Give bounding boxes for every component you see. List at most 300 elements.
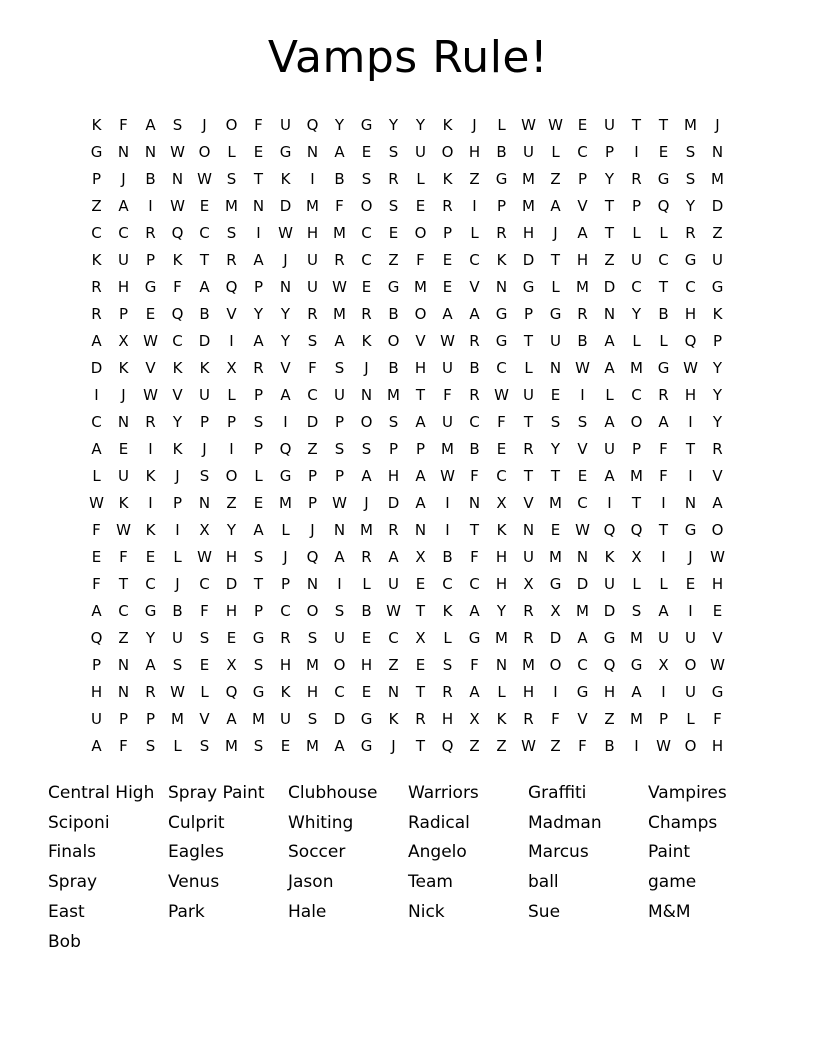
grid-letter: W	[143, 385, 158, 404]
grid-letter: Z	[469, 736, 480, 755]
grid-letter: R	[307, 304, 318, 323]
word-item: Clubhouse	[288, 783, 378, 803]
grid-letter: L	[227, 385, 236, 404]
word-list-column	[528, 779, 648, 957]
grid-letter: P	[334, 466, 345, 485]
grid-letter: L	[227, 142, 236, 161]
grid-letter: J	[688, 547, 693, 566]
grid-letter: R	[145, 412, 156, 431]
grid-letter: S	[226, 223, 237, 242]
grid-letter: R	[145, 223, 156, 242]
grid-letter: V	[712, 628, 723, 647]
grid-letter: C	[199, 223, 210, 242]
word-list-column	[48, 779, 168, 957]
grid-letter: T	[685, 439, 696, 458]
grid-letter: G	[576, 682, 589, 701]
grid-letter: P	[712, 331, 723, 350]
grid-letter: D	[279, 196, 292, 215]
grid-letter: U	[415, 142, 426, 161]
grid-letter: I	[148, 493, 153, 512]
grid-letter: A	[91, 331, 102, 350]
grid-letter: Z	[604, 709, 615, 728]
grid-letter: D	[603, 277, 616, 296]
grid-letter: M	[387, 385, 400, 404]
grid-letter: B	[604, 736, 615, 755]
grid-letter: L	[659, 223, 668, 242]
grid-letter: A	[361, 466, 372, 485]
grid-letter: P	[307, 466, 318, 485]
word-item: Paint	[648, 842, 691, 863]
grid-letter: Q	[225, 277, 238, 296]
grid-letter: L	[551, 142, 560, 161]
grid-letter: S	[685, 142, 696, 161]
grid-letter: T	[604, 223, 615, 242]
grid-letter: K	[712, 304, 723, 323]
grid-letter: I	[580, 385, 585, 404]
grid-letter: S	[199, 466, 210, 485]
grid-letter: F	[335, 196, 344, 215]
grid-letter: X	[226, 358, 237, 377]
grid-letter: M	[495, 628, 508, 647]
grid-letter: I	[634, 142, 639, 161]
word-item: Radical	[408, 812, 470, 833]
grid-letter: L	[659, 574, 668, 593]
grid-letter: J	[283, 547, 288, 566]
grid-letter: V	[145, 358, 156, 377]
grid-letter: M	[333, 223, 346, 242]
grid-letter: W	[440, 466, 455, 485]
grid-letter: T	[469, 520, 480, 539]
grid-letter: R	[496, 223, 507, 242]
grid-letter: C	[388, 628, 399, 647]
grid-letter: X	[415, 628, 426, 647]
grid-letter: A	[469, 682, 480, 701]
grid-letter: D	[306, 412, 319, 431]
grid-letter: H	[225, 547, 238, 566]
grid-letter: G	[90, 142, 103, 161]
grid-letter: K	[145, 520, 156, 539]
grid-letter: C	[496, 466, 507, 485]
grid-letter: S	[334, 358, 345, 377]
grid-letter: B	[172, 601, 183, 620]
grid-letter: G	[657, 169, 670, 188]
word-list-column	[168, 779, 288, 957]
word-item: Warriors	[408, 783, 479, 803]
grid-letter: M	[576, 277, 589, 296]
grid-letter: A	[253, 520, 264, 539]
grid-letter: U	[631, 250, 642, 269]
grid-letter: G	[711, 277, 724, 296]
grid-letter: F	[119, 115, 128, 134]
grid-letter: N	[198, 493, 211, 512]
grid-letter: R	[469, 385, 480, 404]
grid-letter: B	[658, 304, 669, 323]
grid-letter: I	[148, 439, 153, 458]
grid-letter: D	[711, 196, 724, 215]
grid-letter: A	[604, 358, 615, 377]
grid-letter: A	[226, 709, 237, 728]
grid-letter: R	[388, 520, 399, 539]
grid-letter: L	[551, 277, 560, 296]
grid-row	[83, 597, 731, 624]
grid-letter: L	[92, 466, 101, 485]
grid-letter: U	[334, 628, 345, 647]
grid-letter: O	[549, 655, 562, 674]
grid-letter: E	[712, 601, 723, 620]
grid-letter: U	[442, 358, 453, 377]
grid-letter: H	[225, 601, 238, 620]
grid-letter: P	[307, 493, 318, 512]
grid-letter: H	[684, 304, 697, 323]
grid-letter: I	[661, 493, 666, 512]
grid-letter: F	[173, 277, 182, 296]
word-item: M&M	[648, 901, 691, 922]
grid-letter: M	[360, 520, 373, 539]
grid-letter: Z	[388, 250, 399, 269]
grid-row	[83, 219, 731, 246]
grid-letter: E	[685, 574, 696, 593]
grid-row	[83, 138, 731, 165]
grid-letter: N	[306, 142, 319, 161]
grid-letter: L	[686, 709, 695, 728]
grid-letter: E	[199, 655, 210, 674]
grid-letter: E	[199, 196, 210, 215]
grid-letter: G	[684, 250, 697, 269]
grid-letter: R	[226, 250, 237, 269]
grid-letter: F	[578, 736, 587, 755]
grid-letter: I	[472, 196, 477, 215]
grid-letter: Q	[279, 439, 292, 458]
grid-letter: F	[416, 250, 425, 269]
grid-letter: M	[414, 277, 427, 296]
grid-letter: E	[442, 277, 453, 296]
grid-letter: E	[361, 682, 372, 701]
grid-letter: K	[91, 250, 102, 269]
grid-letter: L	[416, 169, 425, 188]
grid-letter: C	[496, 358, 507, 377]
grid-letter: B	[469, 358, 480, 377]
grid-letter: A	[415, 412, 426, 431]
grid-letter: A	[415, 493, 426, 512]
grid-letter: E	[415, 574, 426, 593]
grid-letter: C	[334, 682, 345, 701]
grid-letter: X	[226, 655, 237, 674]
grid-letter: M	[684, 115, 697, 134]
grid-letter: P	[631, 196, 642, 215]
grid-letter: M	[225, 196, 238, 215]
grid-letter: C	[685, 277, 696, 296]
grid-letter: T	[253, 574, 264, 593]
grid-letter: O	[684, 655, 697, 674]
grid-letter: C	[469, 412, 480, 431]
grid-letter: J	[121, 169, 126, 188]
grid-letter: N	[711, 142, 724, 161]
grid-letter: H	[279, 655, 292, 674]
grid-letter: P	[577, 169, 588, 188]
grid-letter: Q	[684, 331, 697, 350]
grid-letter: F	[497, 412, 506, 431]
grid-letter: I	[229, 331, 234, 350]
grid-letter: L	[200, 682, 209, 701]
grid-letter: F	[551, 709, 560, 728]
word-item: Nick	[408, 901, 445, 922]
grid-row	[83, 732, 731, 759]
grid-letter: G	[360, 709, 373, 728]
grid-letter: F	[470, 547, 479, 566]
grid-letter: H	[90, 682, 103, 701]
grid-letter: V	[712, 466, 723, 485]
grid-letter: Q	[657, 196, 670, 215]
grid-letter: U	[442, 412, 453, 431]
grid-letter: E	[361, 277, 372, 296]
grid-letter: L	[443, 628, 452, 647]
grid-letter: G	[549, 574, 562, 593]
word-item: Team	[408, 872, 453, 893]
grid-letter: G	[522, 277, 535, 296]
grid-letter: M	[171, 709, 184, 728]
grid-letter: W	[575, 358, 590, 377]
grid-letter: F	[713, 709, 722, 728]
grid-letter: P	[334, 412, 345, 431]
grid-letter: S	[685, 169, 696, 188]
grid-letter: N	[306, 574, 319, 593]
grid-letter: H	[117, 277, 130, 296]
grid-letter: T	[658, 520, 669, 539]
grid-letter: R	[523, 628, 534, 647]
grid-letter: P	[91, 169, 102, 188]
grid-letter: P	[658, 709, 669, 728]
word-item: Madman	[528, 812, 602, 833]
grid-letter: W	[521, 736, 536, 755]
word-item: Champs	[648, 812, 718, 833]
grid-letter: C	[469, 574, 480, 593]
grid-letter: P	[145, 709, 156, 728]
word-item: Sue	[528, 901, 561, 922]
grid-letter: A	[604, 331, 615, 350]
grid-letter: X	[631, 547, 642, 566]
grid-letter: K	[172, 358, 183, 377]
grid-letter: U	[334, 385, 345, 404]
grid-row	[83, 165, 731, 192]
grid-letter: Y	[631, 304, 642, 323]
grid-letter: S	[253, 412, 264, 431]
grid-letter: W	[575, 520, 590, 539]
grid-letter: H	[414, 358, 427, 377]
grid-row	[83, 246, 731, 273]
word-item: Graffiti	[528, 783, 587, 803]
grid-letter: V	[199, 709, 210, 728]
grid-letter: I	[445, 493, 450, 512]
grid-letter: C	[145, 574, 156, 593]
grid-row	[83, 327, 731, 354]
grid-letter: J	[310, 520, 315, 539]
grid-letter: K	[172, 439, 183, 458]
grid-letter: S	[388, 142, 399, 161]
grid-letter: U	[523, 547, 534, 566]
grid-letter: G	[630, 655, 643, 674]
grid-row	[83, 462, 731, 489]
grid-letter: S	[253, 547, 264, 566]
grid-letter: Y	[145, 628, 156, 647]
grid-letter: N	[495, 277, 508, 296]
grid-letter: K	[442, 115, 453, 134]
grid-letter: A	[145, 115, 156, 134]
grid-letter: R	[334, 250, 345, 269]
grid-letter: U	[280, 115, 291, 134]
grid-row	[83, 408, 731, 435]
grid-letter: C	[361, 250, 372, 269]
grid-letter: W	[494, 385, 509, 404]
grid-letter: T	[199, 250, 210, 269]
grid-letter: M	[522, 655, 535, 674]
grid-letter: P	[604, 142, 615, 161]
grid-letter: Q	[225, 682, 238, 701]
grid-letter: M	[306, 655, 319, 674]
grid-letter: I	[148, 196, 153, 215]
grid-letter: U	[307, 250, 318, 269]
word-item: East	[48, 901, 85, 922]
grid-letter: G	[549, 304, 562, 323]
grid-letter: R	[469, 331, 480, 350]
grid-letter: X	[523, 574, 534, 593]
grid-letter: N	[252, 196, 265, 215]
grid-letter: M	[549, 547, 562, 566]
grid-letter: U	[523, 385, 534, 404]
grid-letter: E	[91, 547, 102, 566]
grid-letter: F	[92, 574, 101, 593]
grid-letter: C	[91, 412, 102, 431]
grid-row	[83, 273, 731, 300]
grid-letter: K	[118, 358, 129, 377]
grid-letter: A	[334, 331, 345, 350]
grid-letter: G	[144, 277, 157, 296]
grid-letter: U	[712, 250, 723, 269]
grid-letter: J	[202, 115, 207, 134]
word-item: Finals	[48, 842, 97, 863]
grid-letter: A	[334, 547, 345, 566]
grid-row	[83, 381, 731, 408]
word-list-column	[288, 779, 408, 957]
grid-letter: C	[280, 601, 291, 620]
grid-letter: Z	[496, 736, 507, 755]
grid-letter: S	[442, 655, 453, 674]
grid-letter: C	[172, 331, 183, 350]
grid-letter: V	[577, 709, 588, 728]
grid-letter: L	[632, 331, 641, 350]
word-item: Venus	[168, 872, 220, 893]
grid-letter: D	[387, 493, 400, 512]
grid-letter: R	[658, 385, 669, 404]
grid-letter: Q	[630, 520, 643, 539]
grid-letter: N	[684, 493, 697, 512]
grid-letter: W	[89, 493, 104, 512]
grid-letter: S	[550, 412, 561, 431]
grid-letter: N	[117, 655, 130, 674]
grid-letter: R	[415, 709, 426, 728]
grid-letter: W	[710, 547, 725, 566]
grid-letter: K	[496, 520, 507, 539]
grid-letter: V	[172, 385, 183, 404]
grid-letter: O	[360, 196, 373, 215]
grid-letter: N	[333, 520, 346, 539]
grid-letter: E	[550, 520, 561, 539]
grid-letter: Z	[550, 169, 561, 188]
grid-letter: L	[254, 466, 263, 485]
grid-letter: T	[550, 250, 561, 269]
grid-letter: I	[175, 520, 180, 539]
grid-letter: N	[144, 142, 157, 161]
grid-letter: H	[468, 142, 481, 161]
grid-letter: R	[712, 439, 723, 458]
grid-letter: Y	[334, 115, 345, 134]
grid-letter: M	[252, 709, 265, 728]
grid-letter: A	[577, 223, 588, 242]
grid-letter: K	[172, 250, 183, 269]
grid-letter: H	[522, 223, 535, 242]
grid-letter: H	[711, 736, 724, 755]
grid-letter: R	[91, 277, 102, 296]
grid-letter: R	[145, 682, 156, 701]
grid-letter: F	[470, 466, 479, 485]
grid-letter: U	[685, 628, 696, 647]
grid-letter: E	[118, 439, 129, 458]
grid-letter: S	[334, 601, 345, 620]
grid-letter: S	[631, 601, 642, 620]
grid-letter: Y	[604, 169, 615, 188]
grid-letter: G	[279, 142, 292, 161]
grid-letter: L	[524, 358, 533, 377]
grid-letter: U	[604, 439, 615, 458]
grid-letter: Q	[171, 304, 184, 323]
grid-letter: I	[688, 601, 693, 620]
grid-letter: H	[306, 223, 319, 242]
grid-letter: A	[388, 547, 399, 566]
grid-letter: U	[604, 574, 615, 593]
grid-letter: A	[604, 412, 615, 431]
grid-letter: A	[334, 142, 345, 161]
grid-letter: Y	[415, 115, 426, 134]
grid-letter: M	[630, 709, 643, 728]
grid-letter: H	[495, 547, 508, 566]
grid-letter: Q	[90, 628, 103, 647]
grid-letter: G	[279, 466, 292, 485]
grid-letter: W	[332, 493, 347, 512]
grid-letter: D	[225, 574, 238, 593]
grid-letter: W	[683, 358, 698, 377]
grid-letter: M	[711, 169, 724, 188]
grid-letter: R	[523, 439, 534, 458]
grid-letter: R	[280, 628, 291, 647]
grid-letter: W	[170, 682, 185, 701]
grid-letter: L	[281, 520, 290, 539]
grid-letter: H	[711, 574, 724, 593]
grid-letter: G	[252, 628, 265, 647]
grid-letter: W	[170, 196, 185, 215]
grid-letter: F	[470, 655, 479, 674]
grid-letter: X	[118, 331, 129, 350]
grid-letter: Z	[604, 250, 615, 269]
grid-letter: L	[632, 574, 641, 593]
grid-letter: N	[117, 682, 130, 701]
grid-letter: T	[523, 466, 534, 485]
grid-letter: E	[145, 304, 156, 323]
grid-letter: Z	[469, 169, 480, 188]
grid-letter: V	[523, 493, 534, 512]
grid-letter: T	[118, 574, 129, 593]
grid-letter: Z	[91, 196, 102, 215]
grid-letter: I	[445, 520, 450, 539]
grid-letter: R	[685, 223, 696, 242]
